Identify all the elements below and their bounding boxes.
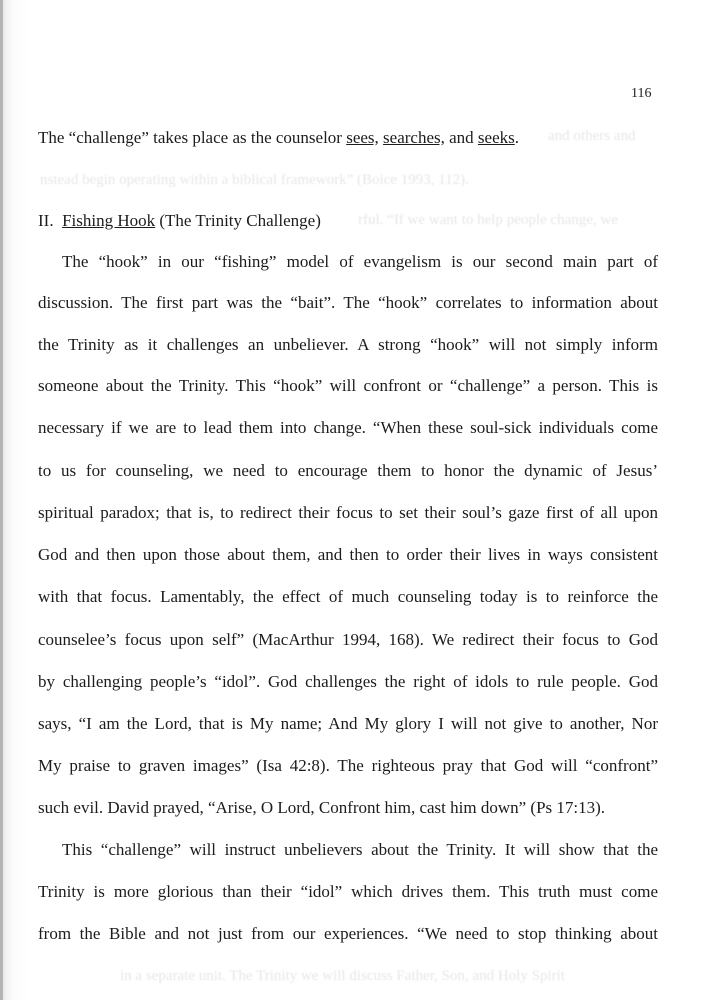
paragraph-line: to us for counseling, we need to encourage them to honor the dynamic of Jesus’	[38, 461, 658, 480]
bleed-through-text: in a separate unit. The Trinity we will discuss Father, Son, and Holy Spirit	[120, 968, 565, 984]
underlined-word-searches: searches,	[383, 128, 445, 147]
underlined-word-sees: sees,	[346, 128, 379, 147]
section-title-underlined: Fishing Hook	[62, 211, 156, 230]
paragraph-line: someone about the Trinity. This “hook” will confront or “challenge” a person. This is	[38, 376, 658, 395]
paragraph-line: Trinity is more glorious than their “idol” which drives them. This truth must come	[38, 882, 658, 901]
paragraph-line: My praise to graven images” (Isa 42:8). The righteous pray that God will “confront”	[38, 756, 658, 775]
intro-text-end: .	[514, 128, 519, 147]
paragraph-line: the Trinity as it challenges an unbeliever. A strong “hook” will not simply inform	[38, 335, 658, 354]
underlined-word-seeks: seeks	[477, 128, 515, 147]
paragraph-line: from the Bible and not just from our experiences. “We need to stop thinking about	[38, 924, 658, 943]
paragraph-line: counselee’s focus upon self” (MacArthur 1994, 168). We redirect their focus to God	[38, 630, 658, 649]
paragraph-line: The “hook” in our “fishing” model of evangelism is our second main part of	[62, 252, 658, 271]
paragraph-line: by challenging people’s “idol”. God challenges the right of idols to rule people. God	[38, 672, 658, 691]
paragraph-line: spiritual paradox; that is, to redirect their focus to set their soul’s gaze first of all upon	[38, 503, 658, 522]
page-number: 116	[631, 86, 652, 101]
section-number: II.	[38, 211, 63, 230]
intro-text: The “challenge” takes place as the counselor	[38, 128, 347, 147]
section-title-rest: (The Trinity Challenge)	[155, 211, 321, 230]
paragraph-line: with that focus. Lamentably, the effect of much counseling today is to reinforce the	[38, 587, 658, 606]
binding-shadow	[0, 0, 3, 1000]
paragraph-line: such evil. David prayed, “Arise, O Lord, Confront him, cast him down” (Ps 17:13).	[38, 798, 606, 817]
paragraph-line: says, “I am the Lord, that is My name; And My glory I will not give to another, Nor	[38, 714, 658, 733]
intro-text-and: and	[444, 128, 478, 147]
bleed-through-text: and others and	[548, 128, 636, 144]
intro-sentence	[38, 128, 519, 148]
section-heading	[38, 211, 321, 231]
paragraph-line: This “challenge” will instruct unbelievers about the Trinity. It will show that the	[62, 840, 658, 859]
bleed-through-text: nstead begin operating within a biblical framework” (Boice 1993, 112).	[40, 172, 469, 188]
paragraph-line: discussion. The first part was the “bait”. The “hook” correlates to information about	[38, 293, 658, 312]
paragraph-line: necessary if we are to lead them into change. “When these soul-sick individuals come	[38, 418, 658, 437]
bleed-through-text: rful. “If we want to help people change, we	[358, 212, 618, 228]
paragraph-line: God and then upon those about them, and then to order their lives in ways consistent	[38, 545, 658, 564]
